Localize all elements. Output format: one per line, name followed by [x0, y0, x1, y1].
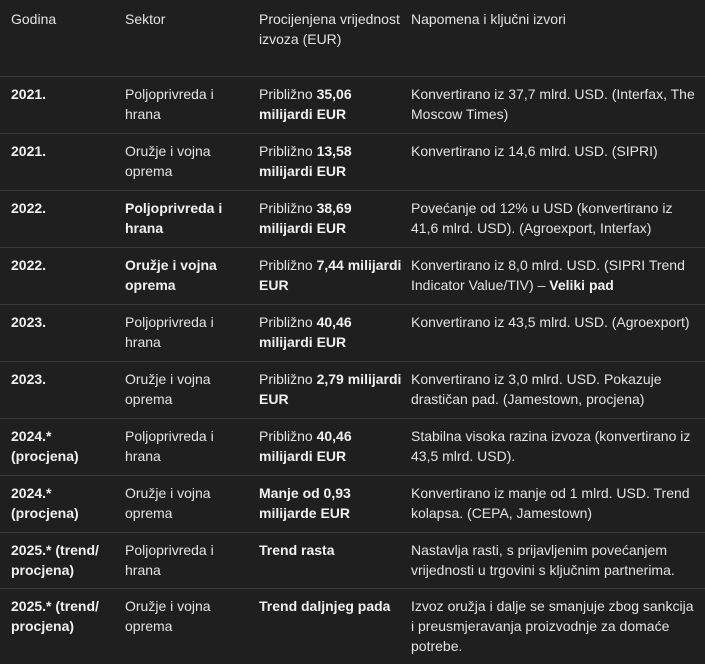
cell-note	[411, 532, 705, 588]
cell-sector	[125, 76, 259, 133]
cell-sector	[125, 475, 259, 532]
header-sector: Sektor	[125, 11, 166, 27]
header-year: Godina	[11, 11, 57, 27]
table-row	[0, 532, 705, 588]
cell-note	[411, 190, 705, 247]
value-amount: Trend daljnjeg pada	[259, 597, 391, 614]
note-text: Stabilna visoka razina izvoza (konvertirano iz 43,5 mlrd. USD).	[411, 427, 691, 464]
cell-year	[0, 304, 125, 361]
cell-year	[0, 247, 125, 304]
table-row	[0, 588, 705, 664]
value-prefix: Približno	[259, 199, 317, 216]
year-text: 2021.	[11, 142, 47, 159]
note-text: Izvoz oružja i dalje se smanjuje zbog sankcija i preusmjeravanja proizvodnje za domaće potrebe.	[411, 597, 694, 654]
table-row	[0, 76, 705, 133]
cell-year	[0, 361, 125, 418]
year-text: 2021.	[11, 85, 47, 102]
header-notes: Napomena i ključni izvori	[411, 11, 566, 27]
note-text: Konvertirano iz 37,7 mlrd. USD. (Interfax, The Moscow Times)	[411, 85, 695, 122]
cell-year	[0, 532, 125, 588]
cell-note	[411, 133, 705, 190]
cell-sector	[125, 588, 259, 664]
cell-year	[0, 133, 125, 190]
table-row	[0, 304, 705, 361]
table-row	[0, 418, 705, 475]
cell-value	[259, 190, 411, 247]
value-amount: 38,69 milijardi EUR	[259, 199, 352, 236]
note-text: Konvertirano iz 8,0 mlrd. USD. (SIPRI Trend Indicator Value/TIV) –	[411, 256, 685, 293]
cell-value	[259, 304, 411, 361]
cell-year	[0, 190, 125, 247]
value-prefix: Približno	[259, 256, 317, 273]
sector-text: Oružje i vojna oprema	[125, 256, 217, 293]
cell-sector	[125, 247, 259, 304]
cell-sector	[125, 361, 259, 418]
value-amount: 40,46 milijardi EUR	[259, 427, 352, 464]
header-row	[0, 0, 705, 76]
table-row	[0, 475, 705, 532]
cell-value	[259, 475, 411, 532]
table-row	[0, 133, 705, 190]
year-text: 2023.	[11, 370, 47, 387]
year-text: 2024.* (procjena)	[11, 427, 79, 464]
cell-value	[259, 247, 411, 304]
cell-sector	[125, 418, 259, 475]
cell-note	[411, 588, 705, 664]
cell-value	[259, 76, 411, 133]
year-text: 2023.	[11, 313, 47, 330]
value-amount: 13,58 milijardi EUR	[259, 142, 352, 179]
sector-text: Oružje i vojna oprema	[125, 597, 211, 634]
sector-text: Oružje i vojna oprema	[125, 370, 211, 407]
sector-text: Oružje i vojna oprema	[125, 484, 211, 521]
note-emphasis: Veliki pad	[549, 276, 614, 293]
sector-text: Poljoprivreda i hrana	[125, 85, 214, 122]
header-value: Procijenjena vrijednost izvoza (EUR)	[259, 11, 400, 47]
table-row	[0, 361, 705, 418]
cell-year	[0, 475, 125, 532]
value-prefix: Približno	[259, 85, 317, 102]
sector-text: Poljoprivreda i hrana	[125, 427, 214, 464]
cell-value	[259, 133, 411, 190]
value-prefix: Približno	[259, 370, 317, 387]
sector-text: Poljoprivreda i hrana	[125, 199, 223, 236]
cell-sector	[125, 532, 259, 588]
cell-year	[0, 588, 125, 664]
value-amount: 2,79 milijardi EUR	[259, 370, 402, 407]
sector-text: Poljoprivreda i hrana	[125, 313, 214, 350]
cell-note	[411, 76, 705, 133]
cell-year	[0, 76, 125, 133]
cell-sector	[125, 133, 259, 190]
table-row	[0, 190, 705, 247]
cell-sector	[125, 304, 259, 361]
year-text: 2022.	[11, 256, 47, 273]
value-amount: 7,44 milijardi EUR	[259, 256, 402, 293]
sector-text: Poljoprivreda i hrana	[125, 541, 214, 578]
year-text: 2025.* (trend/ procjena)	[11, 541, 99, 578]
value-amount: Trend rasta	[259, 541, 335, 558]
note-text: Konvertirano iz 3,0 mlrd. USD. Pokazuje drastičan pad. (Jamestown, procjena)	[411, 370, 662, 407]
value-amount: Manje od 0,93 milijarde EUR	[259, 484, 351, 521]
table-body	[0, 76, 705, 664]
note-text: Povećanje od 12% u USD (konvertirano iz 41,6 mlrd. USD). (Agroexport, Interfax)	[411, 199, 673, 236]
cell-note	[411, 361, 705, 418]
cell-value	[259, 532, 411, 588]
year-text: 2024.* (procjena)	[11, 484, 79, 521]
value-amount: 35,06 milijardi EUR	[259, 85, 352, 122]
table-row	[0, 247, 705, 304]
table-header	[0, 0, 705, 76]
note-text: Konvertirano iz 14,6 mlrd. USD. (SIPRI)	[411, 142, 658, 159]
value-prefix: Približno	[259, 427, 317, 444]
cell-value	[259, 361, 411, 418]
cell-value	[259, 588, 411, 664]
year-text: 2025.* (trend/ procjena)	[11, 597, 99, 634]
cell-note	[411, 418, 705, 475]
cell-note	[411, 304, 705, 361]
cell-value	[259, 418, 411, 475]
cell-note	[411, 475, 705, 532]
sector-text: Oružje i vojna oprema	[125, 142, 211, 179]
cell-year	[0, 418, 125, 475]
note-text: Konvertirano iz manje od 1 mlrd. USD. Trend kolapsa. (CEPA, Jamestown)	[411, 484, 690, 521]
value-amount: 40,46 milijardi EUR	[259, 313, 352, 350]
note-text: Nastavlja rasti, s prijavljenim povećanjem vrijednosti u trgovini s ključnim partnerima.	[411, 541, 675, 578]
cell-note	[411, 247, 705, 304]
year-text: 2022.	[11, 199, 47, 216]
value-prefix: Približno	[259, 142, 317, 159]
note-text: Konvertirano iz 43,5 mlrd. USD. (Agroexport)	[411, 313, 690, 330]
cell-sector	[125, 190, 259, 247]
value-prefix: Približno	[259, 313, 317, 330]
